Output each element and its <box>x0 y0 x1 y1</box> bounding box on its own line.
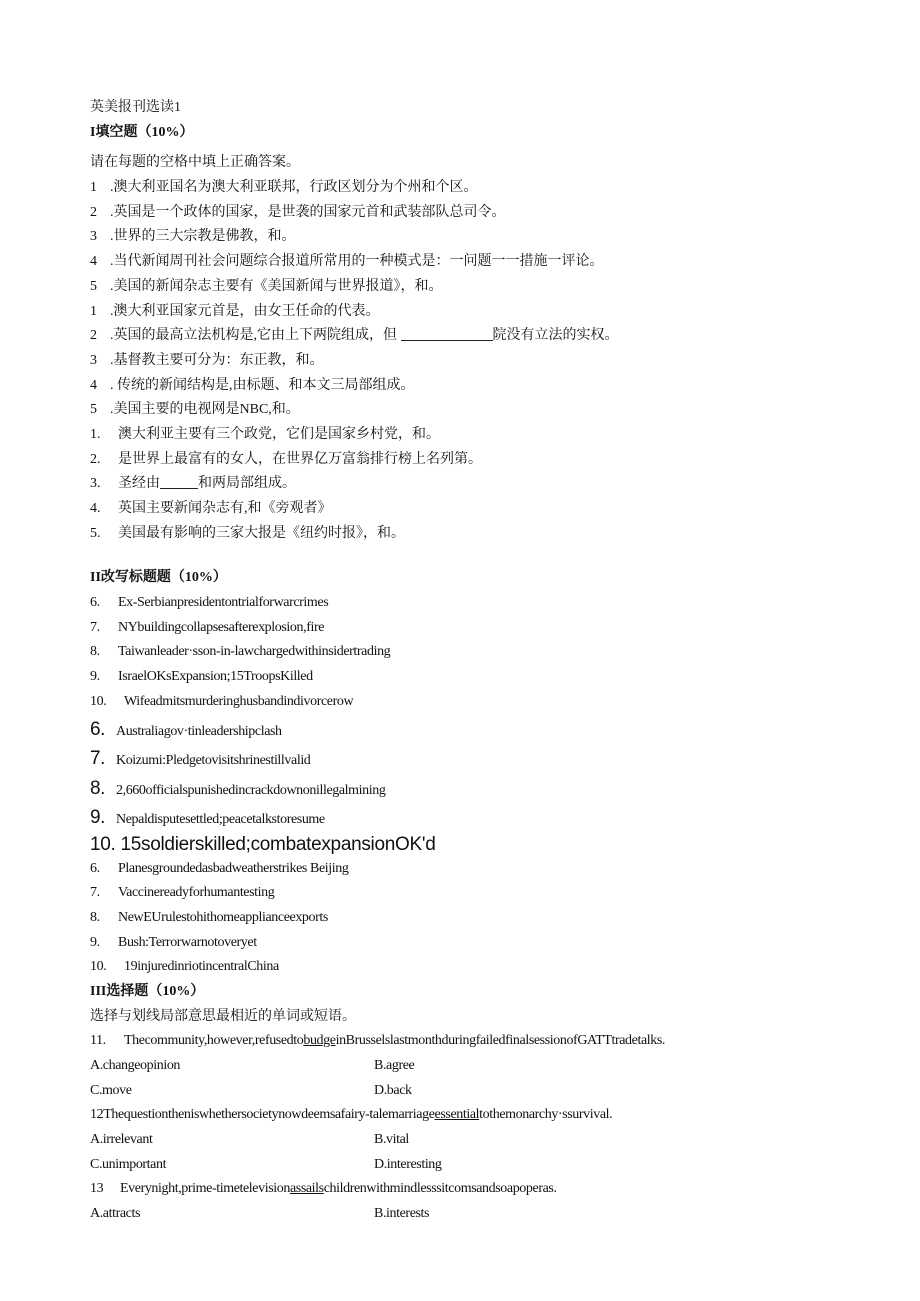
headline-item: 10. 19injuredinriotincentralChina <box>90 959 279 975</box>
answer-blank <box>401 326 493 341</box>
fill-item: 1 .澳大利亚国家元首是，由女王任命的代表。 <box>90 303 380 319</box>
option: B.agree <box>374 1058 415 1073</box>
section-1-heading: I填空题（10%） <box>90 124 194 140</box>
section-2-heading: II改写标题题（10%） <box>90 570 227 586</box>
options-row <box>90 1153 850 1178</box>
section-1-instruction: 请在每题的空格中填上正确答案。 <box>90 155 300 171</box>
option: B.vital <box>374 1132 409 1148</box>
option: B.interests <box>374 1206 430 1222</box>
fill-item: 5 .美国的新闻杂志主要有《美国新闻与世界报道》，和。 <box>90 278 443 294</box>
option: D.back <box>374 1082 412 1098</box>
fill-item: 1. 澳大利亚主要有三个政党，它们是国家乡村党，和。 <box>90 426 440 442</box>
headline-item: 8. 2,660officialspunishedincrackdownonillegalmining <box>90 777 386 799</box>
options-row <box>90 1128 850 1153</box>
fill-item: 3 .基督教主要可分为：东正教，和。 <box>90 352 324 368</box>
options-row <box>90 1054 850 1079</box>
fill-item: 3. 圣经由 和两局部组成。 <box>90 476 296 492</box>
document-page <box>90 96 850 1227</box>
document-title: 英美报刊选读1 <box>90 100 181 115</box>
fill-item: 2 .英国是一个政体的国家，是世袭的国家元首和武装部队总司令。 <box>90 204 506 220</box>
headline-item: 8. Taiwanleader·sson-in-lawchargedwithinsidertrading <box>90 644 391 660</box>
option: A.attracts <box>90 1206 141 1222</box>
options-row <box>90 1202 850 1227</box>
fill-item: 3 .世界的三大宗教是佛教，和。 <box>90 229 296 245</box>
option: A.changeopinion <box>90 1058 181 1073</box>
question-stem: 12Thequestiontheniswhethersocietynowdeemsafairy-talemarriageessentialtothemonarchy·ssurvival. <box>90 1107 613 1123</box>
headline-item: 8. NewEUrulestohithomeapplianceexports <box>90 909 328 925</box>
headline-item: 9. Nepaldisputesettled;peacetalkstoresume <box>90 807 325 828</box>
headline-item: 7. NYbuildingcollapsesafterexplosion,fire <box>90 619 325 635</box>
option: C.move <box>90 1082 132 1098</box>
headline-item: 9. Bush:Terrorwarnotoveryet <box>90 934 257 950</box>
headline-item: 7. Koizumi:Pledgetovisitshrinestillvalid <box>90 748 311 769</box>
fill-item: 2 .英国的最高立法机构是,它由上下两院组成，但 院没有立法的实权。 <box>90 328 619 344</box>
fill-item: 4. 英国主要新闻杂志有,和《旁观者》 <box>90 501 332 516</box>
section-3-instruction: 选择与划线局部意思最相近的单词或短语。 <box>90 1008 356 1024</box>
fill-item: 5 .美国主要的电视网是NBC,和。 <box>90 402 300 418</box>
headline-item: 7. Vaccinereadyforhumantesting <box>90 885 275 901</box>
headline-item: 10. 15soldierskilled;combatexpansionOK'd <box>90 833 436 855</box>
section-3-heading: III选择题（10%） <box>90 983 205 999</box>
option: C.unimportant <box>90 1156 167 1172</box>
answer-blank <box>160 474 198 489</box>
headline-item: 6. Ex-Serbianpresidentontrialforwarcrimes <box>90 595 329 611</box>
fill-item: 1 .澳大利亚国名为澳大利亚联邦，行政区划分为个州和个区。 <box>90 180 478 196</box>
headline-item: 10. Wifeadmitsmurderinghusbandindivorcerow <box>90 693 354 709</box>
option: A.irrelevant <box>90 1132 153 1148</box>
fill-item: 5. 美国最有影响的三家大报是《纽约时报》，和。 <box>90 525 405 541</box>
fill-item: 4 .当代新闻周刊社会问题综合报道所常用的一种模式是：一问题一一措施一评论。 <box>90 254 604 270</box>
question-stem: 13 Everynight,prime-timetelevisionassailschildrenwithmindlesssitcomsandsoapoperas. <box>90 1181 557 1197</box>
fill-item: 2. 是世界上最富有的女人，在世界亿万富翁排行榜上名列第。 <box>90 451 482 467</box>
options-row <box>90 1079 850 1104</box>
fill-item: 4 . 传统的新闻结构是,由标题、和本文三局部组成。 <box>90 377 415 393</box>
headline-item: 6. Planesgroundedasbadweatherstrikes Beijing <box>90 860 349 876</box>
question-stem: 11. Thecommunity,however,refusedtobudgeinBrusselslastmonthduringfailedfinalsessionofGATTtradetalks. <box>90 1033 666 1049</box>
headline-item: 9. IsraelOKsExpansion;15TroopsKilled <box>90 669 313 685</box>
option: D.interesting <box>374 1156 442 1172</box>
headline-item: 6. Australiagov·tinleadershipclash <box>90 718 282 740</box>
